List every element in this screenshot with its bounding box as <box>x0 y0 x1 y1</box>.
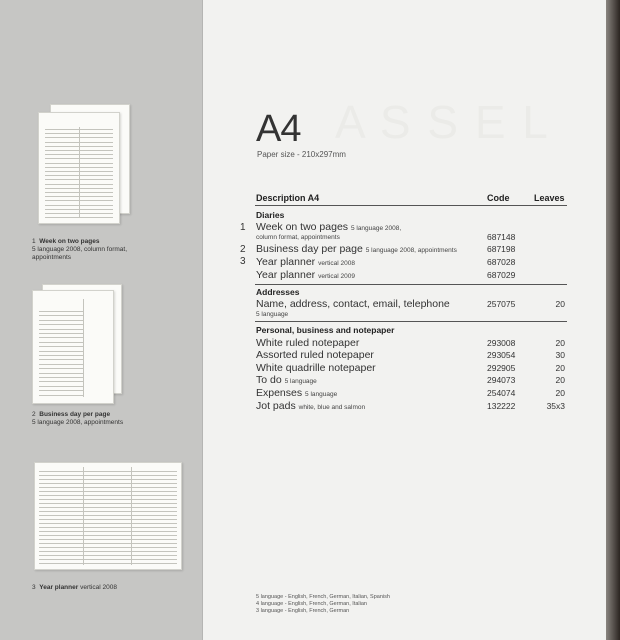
thumbnail-rule-line <box>39 346 83 347</box>
personal-item: To do 5 language <box>256 374 317 386</box>
thumbnail-rule-line <box>39 507 177 508</box>
code-cell: 254074 <box>487 388 516 398</box>
thumbnail-rule-line <box>39 499 177 500</box>
personal-item: Expenses 5 language <box>256 387 338 399</box>
leaves-cell: 35x3 <box>546 401 565 411</box>
thumbnail-rule-line <box>39 491 177 492</box>
section-diaries: Diaries <box>256 210 285 220</box>
header-description: Description A4 <box>256 193 320 203</box>
diary-year-planner-2008: Year planner vertical 2008 <box>256 256 355 268</box>
thumbnail-rule-line <box>39 475 177 476</box>
thumbnail-rule-line <box>39 377 83 378</box>
thumbnail-rule-line <box>39 519 177 520</box>
thumbnail-rule-line <box>45 217 113 218</box>
thumbnail-rule-line <box>39 527 177 528</box>
leaves-cell: 20 <box>555 388 565 398</box>
header-rule <box>255 205 567 206</box>
address-item: Name, address, contact, email, telephone <box>256 298 450 310</box>
thumb-year-planner <box>34 462 182 570</box>
diary-number: 2 <box>240 244 246 255</box>
thumbnail-column-line <box>79 127 80 217</box>
diary-week-on-two-pages: Week on two pages 5 language 2008, <box>256 221 402 233</box>
thumbnail-column-line <box>131 467 132 565</box>
thumbnail-rule-line <box>39 487 177 488</box>
thumbnail-rule-line <box>39 523 177 524</box>
diary-number: 3 <box>240 256 246 267</box>
thumbnail-rule-line <box>39 471 177 472</box>
thumbnail-rule-line <box>39 495 177 496</box>
code-cell: 687148 <box>487 232 516 242</box>
ghost-watermark: A S S E L <box>335 96 550 148</box>
section-personal: Personal, business and notepaper <box>256 325 395 335</box>
diary-year-planner-2009: Year planner vertical 2009 <box>256 269 355 281</box>
thumb-week-on-two-pages <box>38 112 120 224</box>
caption-business-day-per-page: 2 Business day per page 5 language 2008, appointments <box>32 411 124 426</box>
diary-number: 1 <box>240 222 246 233</box>
thumbnail-rule-line <box>39 351 83 352</box>
code-cell: 687028 <box>487 257 516 267</box>
leaves-cell: 20 <box>555 338 565 348</box>
code-cell: 687029 <box>487 270 516 280</box>
thumbnail-rule-line <box>39 311 83 312</box>
section-rule <box>255 321 567 322</box>
thumbnail-rule-line <box>39 381 83 382</box>
header-leaves: Leaves <box>534 193 565 203</box>
thumbnail-rule-line <box>39 563 177 564</box>
leaves-cell: 20 <box>555 375 565 385</box>
thumbnail-rule-line <box>39 333 83 334</box>
footnote: 5 language - English, French, German, Italian, Spanish <box>256 594 390 600</box>
diary-week-sub: column format, appointments <box>256 234 340 241</box>
thumbnail-rule-line <box>39 337 83 338</box>
thumbnail-column-line <box>83 299 84 397</box>
thumbnail-rule-line <box>39 531 177 532</box>
paper-size: Paper size - 210x297mm <box>257 150 346 159</box>
thumbnail-rule-line <box>39 547 177 548</box>
code-cell: 294073 <box>487 375 516 385</box>
footnote: 3 language - English, French, German <box>256 608 350 614</box>
thumbnail-rule-line <box>39 559 177 560</box>
code-cell: 687198 <box>487 244 516 254</box>
footnote: 4 language - English, French, German, Italian <box>256 601 367 607</box>
caption-week-on-two-pages: 1 Week on two pages 5 language 2008, column format, appointments <box>32 238 128 261</box>
page-divider <box>202 0 203 640</box>
thumbnail-rule-line <box>39 539 177 540</box>
thumb-business-day-per-page <box>32 290 114 404</box>
thumbnail-rule-line <box>39 503 177 504</box>
section-rule <box>255 284 567 285</box>
thumbnail-rule-line <box>39 483 177 484</box>
thumbnail-rule-line <box>39 364 83 365</box>
code-cell: 257075 <box>487 299 516 309</box>
caption-year-planner: 3 Year planner vertical 2008 <box>32 584 117 591</box>
personal-item: Assorted ruled notepaper <box>256 349 374 361</box>
book-edge <box>606 0 620 640</box>
thumbnail-rule-line <box>39 320 83 321</box>
thumbnail-rule-line <box>39 359 83 360</box>
thumbnail-rule-line <box>39 555 177 556</box>
leaves-cell: 30 <box>555 350 565 360</box>
header-code: Code <box>487 193 510 203</box>
code-cell: 293054 <box>487 350 516 360</box>
thumbnail-rule-line <box>39 315 83 316</box>
section-addresses: Addresses <box>256 287 300 297</box>
thumbnail-rule-line <box>39 390 83 391</box>
page-title: A4 <box>256 108 301 150</box>
code-cell: 292905 <box>487 363 516 373</box>
thumbnail-rule-line <box>39 511 177 512</box>
thumbnail-rule-line <box>39 395 83 396</box>
personal-item: White quadrille notepaper <box>256 362 376 374</box>
leaves-cell: 20 <box>555 299 565 309</box>
code-cell: 132222 <box>487 401 516 411</box>
thumbnail-rule-line <box>39 551 177 552</box>
thumbnail-rule-line <box>39 373 83 374</box>
code-cell: 293008 <box>487 338 516 348</box>
thumbnail-rule-line <box>39 324 83 325</box>
thumbnail-rule-line <box>39 515 177 516</box>
thumbnail-rule-line <box>39 543 177 544</box>
personal-item: Jot pads white, blue and salmon <box>256 400 366 412</box>
thumbnail-rule-line <box>39 535 177 536</box>
thumbnail-rule-line <box>39 368 83 369</box>
thumbnail-rule-line <box>39 355 83 356</box>
thumbnail-rule-line <box>39 329 83 330</box>
thumbnail-column-line <box>83 467 84 565</box>
thumbnail-rule-line <box>39 386 83 387</box>
leaves-cell: 20 <box>555 363 565 373</box>
personal-item: White ruled notepaper <box>256 337 360 349</box>
address-sub: 5 language <box>256 311 289 318</box>
thumbnail-rule-line <box>39 479 177 480</box>
thumbnail-rule-line <box>39 342 83 343</box>
diary-business-day: Business day per page 5 language 2008, appointments <box>256 243 457 255</box>
